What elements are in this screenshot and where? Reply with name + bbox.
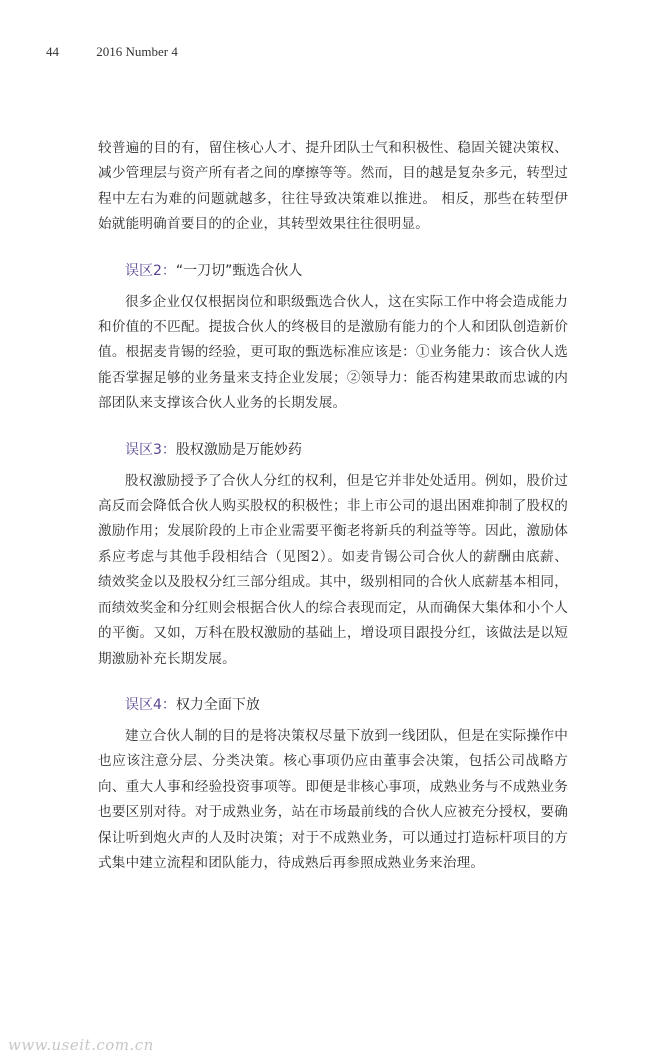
section-tag: 误区2： [125, 262, 176, 279]
running-header [46, 44, 178, 60]
section-heading [98, 693, 568, 717]
section-heading [98, 438, 568, 462]
section-title: 股权激励是万能妙药 [175, 441, 302, 458]
body-paragraph: 很多企业仅仅根据岗位和职级甄选合伙人，这在实际工作中将会造成能力和价值的不匹配。提拔合伙人的终极目的是激励有能力的个人和团队创造新价值。根据麦肯锡的经验，更可取的甄选标准应该是：①业务能力：该合伙人选能否掌握足够的业务量来支持企业发展；②领导力：能否构建果敢而忠诚的内部团队来支撑该合伙人业务的长期发展。 [98, 293, 568, 412]
body-paragraph: 建立合伙人制的目的是将决策权尽量下放到一线团队，但是在实际操作中也应该注意分层、分类决策。核心事项仍应由董事会决策，包括公司战略方向、重大人事和经验投资事项等。即便是非核心事项，成熟业务与不成熟业务也要区别对待。对于成熟业务，站在市场最前线的合伙人应被充分授权，要确保让听到炮火声的人及时决策；对于不成熟业务，可以通过打造标杆项目的方式集中建立流程和团队能力，待成熟后再参照成熟业务来治理。 [98, 727, 568, 871]
body-paragraph: 股权激励授予了合伙人分红的权利，但是它并非处处适用。例如，股价过高反而会降低合伙人购买股权的积极性；非上市公司的退出困难抑制了股权的激励作用；发展阶段的上市企业需要平衡老将新兵的利益等等。因此，激励体系应考虑与其他手段相结合（见图2）。如麦肯锡公司合伙人的薪酬由底薪、绩效奖金以及股权分红三部分组成。其中，级别相同的合伙人底薪基本相同，而绩效奖金和分红则会根据合伙人的综合表现而定，从而确保大集体和小个人的平衡。又如，万科在股权激励的基础上，增设项目跟投分红，该做法是以短期激励补充长期发展。 [98, 472, 568, 667]
section-heading [98, 259, 568, 283]
section-title: 权力全面下放 [175, 696, 260, 713]
article-body [98, 136, 568, 876]
watermark: www.useit.com.cn [8, 1036, 154, 1054]
body-paragraph: 较普遍的目的有，留住核心人才、提升团队士气和积极性、稳固关键决策权、减少管理层与资产所有者之间的摩擦等等。然而，目的越是复杂多元，转型过程中左右为难的问题就越多，往往导致决策难以推进。 相反，那些在转型伊始就能明确首要目的的企业，其转型效果往往很明显。 [98, 140, 568, 233]
section-title: “一刀切”甄选合伙人 [175, 262, 303, 279]
issue-label: 2016 Number 4 [96, 44, 178, 59]
section-tag: 误区4： [125, 696, 176, 713]
page-number: 44 [46, 44, 59, 59]
section-tag: 误区3： [125, 441, 176, 458]
